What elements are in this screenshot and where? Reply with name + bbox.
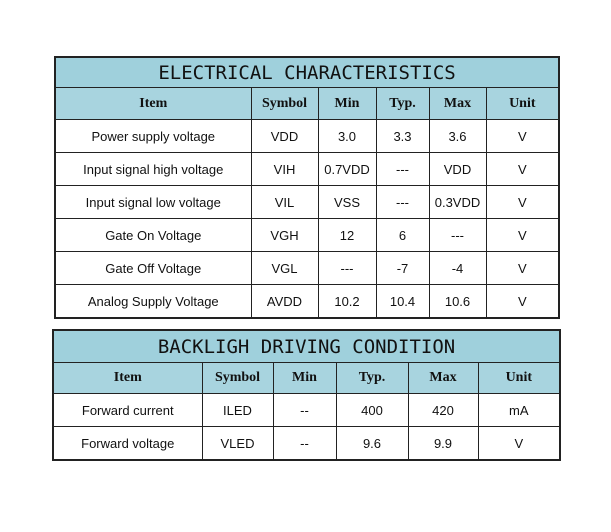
cell-item: Forward current <box>53 394 202 427</box>
cell-min: 10.2 <box>318 285 376 319</box>
cell-max: VDD <box>429 153 486 186</box>
backlight-table-title: BACKLIGH DRIVING CONDITION <box>53 330 560 363</box>
cell-max: 0.3VDD <box>429 186 486 219</box>
electrical-table-title: ELECTRICAL CHARACTERISTICS <box>55 57 559 88</box>
cell-typ: 400 <box>336 394 408 427</box>
table-row <box>55 153 559 186</box>
cell-min: VSS <box>318 186 376 219</box>
cell-symbol: VGL <box>251 252 318 285</box>
col-header-min: Min <box>318 88 376 120</box>
cell-item: Gate On Voltage <box>55 219 251 252</box>
cell-unit: mA <box>478 394 560 427</box>
col-header-symbol: Symbol <box>251 88 318 120</box>
cell-symbol: VIH <box>251 153 318 186</box>
col-header-item: Item <box>55 88 251 120</box>
col-header-unit: Unit <box>478 363 560 394</box>
cell-unit: V <box>486 252 559 285</box>
cell-min: 12 <box>318 219 376 252</box>
cell-unit: V <box>486 186 559 219</box>
cell-typ: 3.3 <box>376 120 429 153</box>
cell-typ: 10.4 <box>376 285 429 319</box>
cell-max: 9.9 <box>408 427 478 461</box>
electrical-characteristics-table <box>54 56 560 319</box>
table-row <box>55 120 559 153</box>
table-row <box>55 252 559 285</box>
col-header-typ: Typ. <box>336 363 408 394</box>
cell-unit: V <box>486 120 559 153</box>
cell-min: -- <box>273 427 336 461</box>
cell-symbol: VLED <box>202 427 273 461</box>
col-header-unit: Unit <box>486 88 559 120</box>
col-header-max: Max <box>429 88 486 120</box>
table-row <box>55 219 559 252</box>
col-header-symbol: Symbol <box>202 363 273 394</box>
cell-typ: -7 <box>376 252 429 285</box>
cell-max: --- <box>429 219 486 252</box>
cell-item: Gate Off Voltage <box>55 252 251 285</box>
cell-unit: V <box>486 285 559 319</box>
cell-symbol: AVDD <box>251 285 318 319</box>
cell-symbol: VIL <box>251 186 318 219</box>
cell-unit: V <box>478 427 560 461</box>
cell-unit: V <box>486 153 559 186</box>
col-header-typ: Typ. <box>376 88 429 120</box>
col-header-min: Min <box>273 363 336 394</box>
cell-max: 3.6 <box>429 120 486 153</box>
cell-max: -4 <box>429 252 486 285</box>
cell-typ: 6 <box>376 219 429 252</box>
cell-min: -- <box>273 394 336 427</box>
cell-item: Input signal low voltage <box>55 186 251 219</box>
cell-min: --- <box>318 252 376 285</box>
table-row <box>53 394 560 427</box>
table-row <box>55 285 559 319</box>
cell-min: 3.0 <box>318 120 376 153</box>
backlight-driving-condition-table <box>52 329 561 461</box>
table-row <box>55 186 559 219</box>
col-header-item: Item <box>53 363 202 394</box>
cell-typ: --- <box>376 186 429 219</box>
col-header-max: Max <box>408 363 478 394</box>
cell-item: Forward voltage <box>53 427 202 461</box>
cell-item: Input signal high voltage <box>55 153 251 186</box>
cell-max: 10.6 <box>429 285 486 319</box>
cell-typ: --- <box>376 153 429 186</box>
cell-typ: 9.6 <box>336 427 408 461</box>
cell-symbol: VGH <box>251 219 318 252</box>
cell-max: 420 <box>408 394 478 427</box>
cell-item: Analog Supply Voltage <box>55 285 251 319</box>
table-row <box>53 427 560 461</box>
cell-symbol: ILED <box>202 394 273 427</box>
cell-symbol: VDD <box>251 120 318 153</box>
cell-min: 0.7VDD <box>318 153 376 186</box>
cell-unit: V <box>486 219 559 252</box>
cell-item: Power supply voltage <box>55 120 251 153</box>
